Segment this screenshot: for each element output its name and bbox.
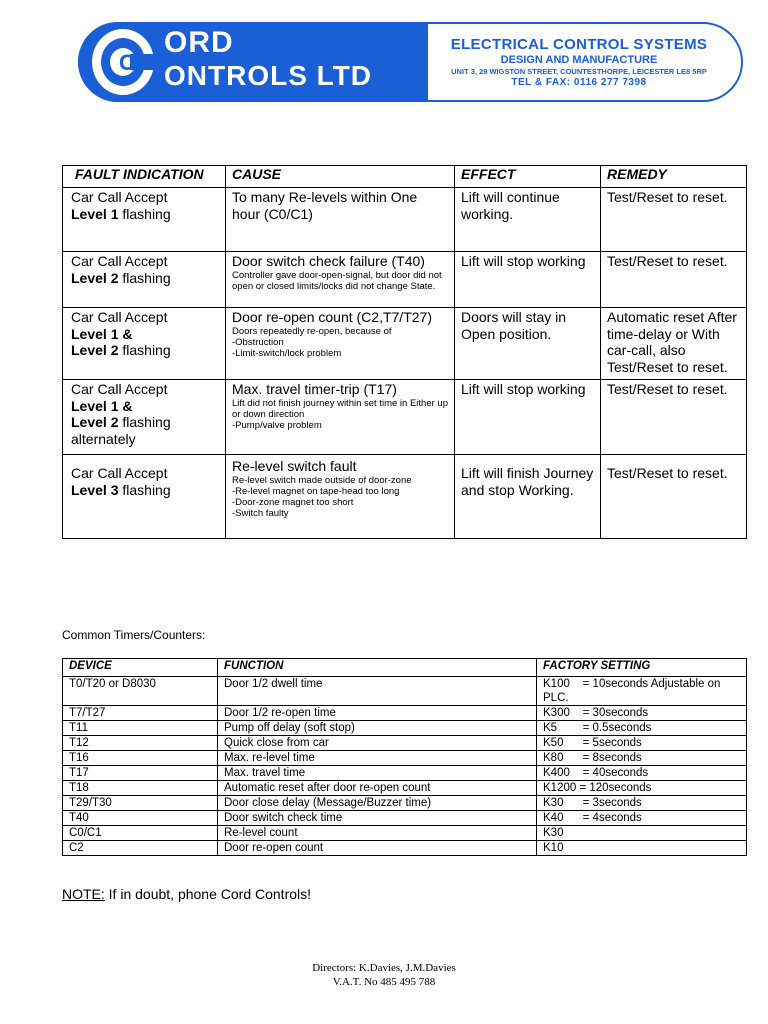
setting-cell: K1200 = 120seconds [537,781,747,796]
setting-cell: K80 = 8seconds [537,751,747,766]
level-label: Level 3 [71,481,119,498]
function-cell: Door 1/2 dwell time [218,677,537,706]
common-timers-label: Common Timers/Counters: [62,628,206,642]
device-cell: T29/T30 [63,796,218,811]
level-label: Level 2 [71,342,119,358]
footer-directors: Directors: K.Davies, J.M.Davies [312,962,456,974]
header-function: FUNCTION [218,659,537,677]
cause-main: Door re-open count (C2,T7/T27) [232,309,432,325]
cause-detail: Re-level switch made outside of door-zone -Re-level magnet on tape-head too long -Door-zone magnet too short -Switch faulty [232,474,412,519]
remedy-cell: Test/Reset to reset. [601,455,747,539]
remedy-cell: Test/Reset to reset. [601,380,747,455]
indication-text: Car Call Accept [71,381,168,397]
fault-indication-cell [63,188,226,252]
header-cause: CAUSE [226,166,455,188]
device-cell: C2 [63,841,218,856]
remedy-cell: Test/Reset to reset. [601,252,747,308]
header-remedy: REMEDY [601,166,747,188]
setting-cell: K100 = 10seconds Adjustable on PLC. [537,677,747,706]
setting-cell: K30 [537,826,747,841]
indication-text: flashing [118,481,171,498]
timer-row [63,796,747,811]
device-cell: T40 [63,811,218,826]
note [62,886,311,902]
fault-table-header [63,166,747,188]
indication-text: Car Call Accept [71,309,168,325]
fault-indication-cell [63,252,226,308]
indication-text: flashing [118,205,171,222]
setting-cell: K400 = 40seconds [537,766,747,781]
function-cell: Door close delay (Message/Buzzer time) [218,796,537,811]
note-label: NOTE: [62,886,105,902]
cause-detail: Controller gave door-open-signal, but door did not open or closed limits/locks did not change State. [232,269,442,292]
effect-cell: Lift will stop working [455,380,601,455]
function-cell: Quick close from car [218,736,537,751]
device-cell: T17 [63,766,218,781]
setting-cell: K40 = 4seconds [537,811,747,826]
cause-main: To many Re-levels within One hour (C0/C1) [232,189,418,222]
fault-indication-cell [63,308,226,380]
function-cell: Max. travel time [218,766,537,781]
setting-cell: K300 = 30seconds [537,706,747,721]
function-cell: Re-level count [218,826,537,841]
timer-row [63,706,747,721]
setting-cell: K10 [537,841,747,856]
indication-text: Car Call Accept [71,189,168,205]
company-address: UNIT 3, 29 WIGSTON STREET, COUNTESTHORPE, LEICESTER LE8 5RP [451,67,707,76]
device-cell: T18 [63,781,218,796]
function-cell: Door re-open count [218,841,537,856]
level-label: Level 1 & [71,325,133,342]
level-label: Level 2 [71,269,119,286]
cause-cell [226,252,455,308]
effect-cell: Doors will stay in Open position. [455,308,601,380]
cause-cell [226,308,455,380]
cause-cell [226,188,455,252]
level-label: Level 1 & [71,397,133,414]
level-label: Level 1 [71,205,119,222]
effect-cell: Lift will finish Journey and stop Working. [455,455,601,539]
cause-main: Door switch check failure (T40) [232,253,425,269]
timer-row [63,766,747,781]
footer-vat: V.A.T. No 485 495 788 [332,976,436,988]
svg-text:C: C [119,50,135,75]
function-cell: Door switch check time [218,811,537,826]
setting-cell: K5 = 0.5seconds [537,721,747,736]
timers-table-header [63,659,747,677]
fault-table [62,165,747,539]
timer-row [63,677,747,706]
company-logo [78,22,743,104]
fault-row [63,455,747,539]
brand-line-2: ONTROLS LTD [164,60,373,91]
header-device: DEVICE [63,659,218,677]
fault-indication-cell [63,380,226,455]
setting-cell: K50 = 5seconds [537,736,747,751]
function-cell: Automatic reset after door re-open count [218,781,537,796]
cause-detail: Doors repeatedly re-open, because of -Obstruction -Limit-switch/lock problem [232,325,392,359]
header-factory-setting: FACTORY SETTING [537,659,747,677]
function-cell: Door 1/2 re-open time [218,706,537,721]
setting-cell: K30 = 3seconds [537,796,747,811]
header-fault-indication: FAULT INDICATION [63,166,226,188]
indication-text: flashing [118,269,171,286]
timer-row [63,751,747,766]
remedy-cell: Automatic reset After time-delay or With car-call, also Test/Reset to reset. [601,308,747,380]
fault-row [63,252,747,308]
cause-main: Re-level switch fault [232,458,357,474]
fault-row [63,188,747,252]
cause-main: Max. travel timer-trip (T17) [232,381,397,397]
device-cell: T11 [63,721,218,736]
brand-line-1: ORD [164,26,234,59]
timer-row [63,721,747,736]
effect-cell: Lift will stop working [455,252,601,308]
device-cell: T16 [63,751,218,766]
header-effect: EFFECT [455,166,601,188]
cause-detail: Lift did not finish journey within set time in Either up or down direction -Pump/valve problem [232,397,448,431]
note-text: If in doubt, phone Cord Controls! [104,886,312,902]
timer-row [63,841,747,856]
device-cell: C0/C1 [63,826,218,841]
logo-cc-icon [90,26,156,98]
tagline: DESIGN AND MANUFACTURE [500,54,658,66]
cause-cell [226,455,455,539]
remedy-cell: Test/Reset to reset. [601,188,747,252]
fault-row [63,308,747,380]
device-cell: T7/T27 [63,706,218,721]
cause-cell [226,380,455,455]
company-phone: TEL & FAX: 0116 277 7398 [511,77,647,88]
indication-text: flashing [118,342,171,358]
indication-text: flashing alternately [71,414,171,447]
fault-indication-cell [63,455,226,539]
timer-row [63,811,747,826]
company-type: ELECTRICAL CONTROL SYSTEMS [450,36,708,53]
device-cell: T0/T20 or D8030 [63,677,218,706]
level-label: Level 2 [71,414,119,430]
timers-table [62,658,747,856]
indication-text: Car Call Accept [71,465,168,481]
device-cell: T12 [63,736,218,751]
function-cell: Pump off delay (soft stop) [218,721,537,736]
timer-row [63,781,747,796]
indication-text: Car Call Accept [71,253,168,269]
effect-cell: Lift will continue working. [455,188,601,252]
timer-row [63,826,747,841]
function-cell: Max. re-level time [218,751,537,766]
fault-row [63,380,747,455]
timer-row [63,736,747,751]
